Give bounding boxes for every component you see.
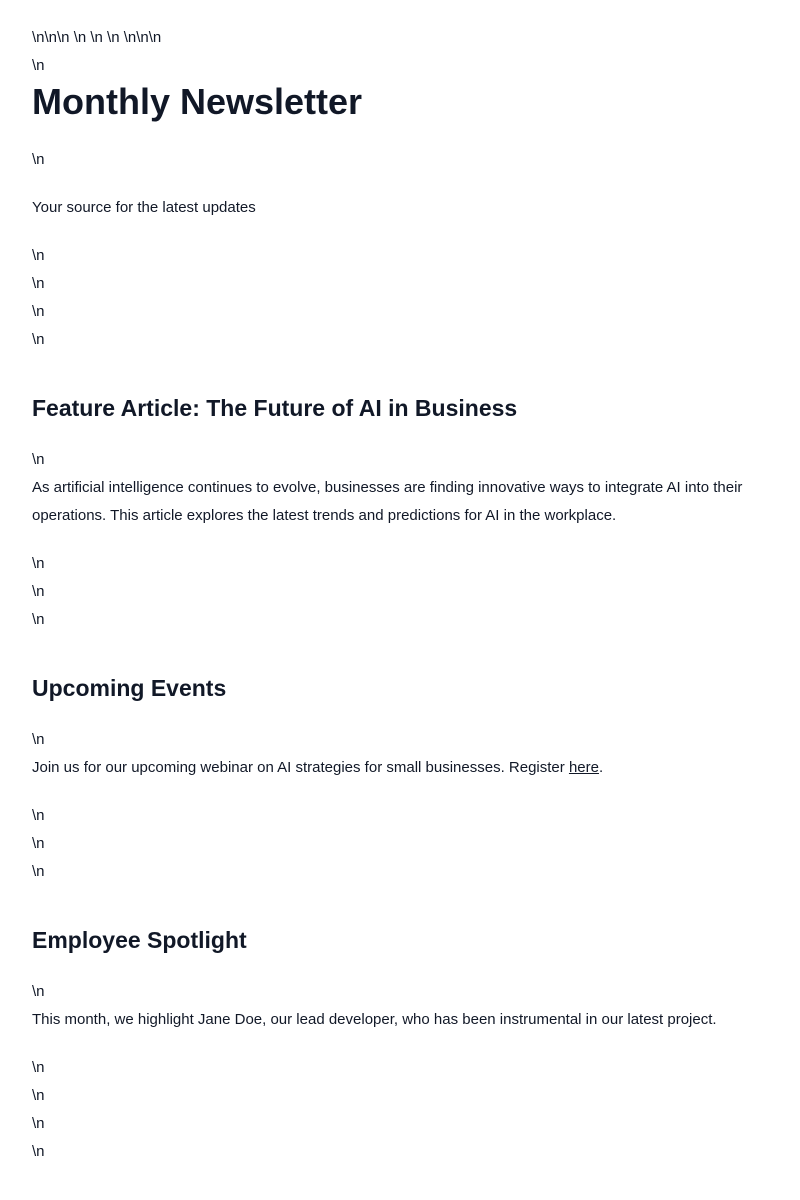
feature-article-heading: Feature Article: The Future of AI in Business <box>32 395 518 421</box>
stray-newline-text: \n <box>32 331 45 348</box>
stray-newline-text: \n\n\n \n \n \n \n\n\n <box>32 29 162 46</box>
stray-newline-text: \n <box>32 1087 45 1104</box>
stray-newline-text: \n <box>32 863 45 880</box>
stray-newline-text: \n <box>32 555 45 572</box>
stray-newline-text: \n <box>32 303 45 320</box>
upcoming-events-body <box>32 754 768 782</box>
stray-newline-text: \n <box>32 807 45 824</box>
stray-newline-text: \n <box>32 583 45 600</box>
stray-newline-text: \n <box>32 1115 45 1132</box>
upcoming-events-section <box>32 672 768 886</box>
feature-article-body: As artificial intelligence continues to evolve, businesses are finding innovative ways to integrate AI into their operations. This article explores the latest trends and predictions for AI in the workplace. <box>32 479 743 524</box>
employee-spotlight-heading: Employee Spotlight <box>32 927 247 953</box>
stray-newline-text: \n <box>32 275 45 292</box>
upcoming-events-text: Join us for our upcoming webinar on AI strategies for small businesses. Register <box>32 759 569 776</box>
stray-newline-text: \n <box>32 1143 45 1160</box>
stray-newline-text: \n <box>32 611 45 628</box>
page-title: Monthly Newsletter <box>32 81 363 122</box>
stray-newline-text: \n <box>32 247 45 264</box>
stray-newline-text: \n <box>32 835 45 852</box>
upcoming-events-period: . <box>598 759 604 776</box>
employee-spotlight-body: This month, we highlight Jane Doe, our lead developer, who has been instrumental in our latest project. <box>32 1011 717 1028</box>
page-tagline: Your source for the latest updates <box>32 199 256 216</box>
stray-newline-text: \n <box>32 983 45 1000</box>
stray-newline-text: \n <box>32 1059 45 1076</box>
feature-article-section <box>32 392 768 634</box>
newsletter-page <box>32 24 768 1166</box>
stray-newline-text: \n <box>32 731 45 748</box>
employee-spotlight-section <box>32 924 768 1166</box>
stray-newline-text: \n <box>32 451 45 468</box>
upcoming-events-heading: Upcoming Events <box>32 675 227 701</box>
stray-newline-text: \n <box>32 57 45 74</box>
register-link[interactable]: here <box>568 759 599 776</box>
stray-newline-text: \n <box>32 151 45 168</box>
